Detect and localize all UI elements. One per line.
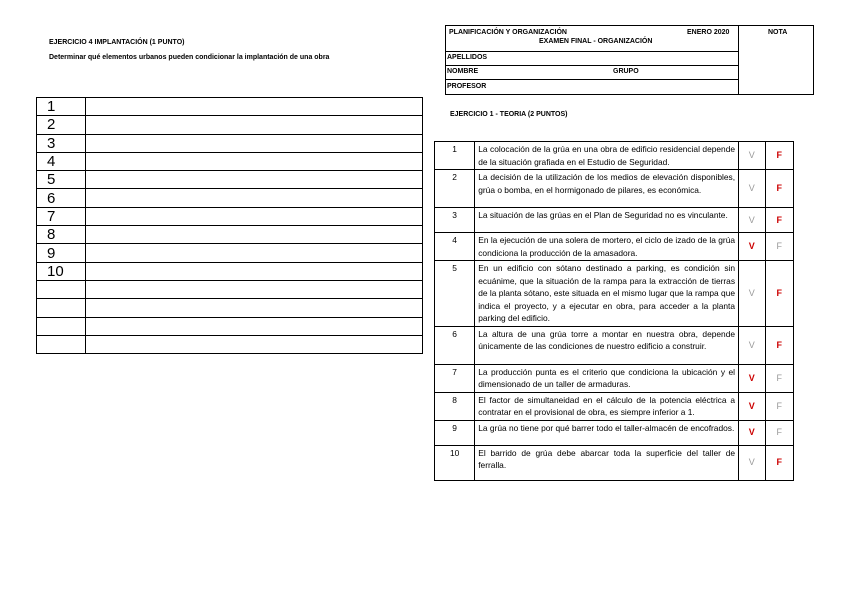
answer-row — [37, 207, 423, 225]
answer-row-number: 7 — [37, 207, 86, 225]
option-true[interactable]: V — [739, 445, 766, 480]
answer-row-field[interactable] — [86, 226, 423, 244]
question-row — [435, 233, 794, 261]
question-text: La situación de las grúas en el Plan de Seguridad no es vinculante. — [475, 208, 739, 233]
question-number: 8 — [435, 392, 475, 420]
profesor-field[interactable]: PROFESOR — [447, 83, 487, 90]
question-number: 9 — [435, 420, 475, 445]
answer-row-field[interactable] — [86, 171, 423, 189]
answer-row-number: 10 — [37, 262, 86, 280]
option-false[interactable]: F — [765, 326, 793, 364]
question-number: 2 — [435, 170, 475, 208]
option-true[interactable]: V — [739, 392, 766, 420]
header-line-3 — [446, 79, 738, 80]
question-text: El factor de simultaneidad en el cálculo de la potencia eléctrica a contratar en el provisional de obra, es siempre inferior a 1. — [475, 392, 739, 420]
question-number: 4 — [435, 233, 475, 261]
answer-row-field[interactable] — [86, 98, 423, 116]
answer-row-field[interactable] — [86, 317, 423, 335]
answer-row-number: 3 — [37, 134, 86, 152]
question-row — [435, 261, 794, 327]
answer-row — [37, 134, 423, 152]
question-row — [435, 142, 794, 170]
answer-row-field[interactable] — [86, 134, 423, 152]
answer-row-field[interactable] — [86, 280, 423, 298]
answer-row — [37, 244, 423, 262]
answer-row-number: 4 — [37, 152, 86, 170]
exercise1-title: EJERCICIO 1 - TEORIA (2 PUNTOS) — [450, 111, 568, 118]
answer-row-number: 1 — [37, 98, 86, 116]
answer-row — [37, 280, 423, 298]
answer-row-number: 9 — [37, 244, 86, 262]
option-false[interactable]: F — [765, 142, 793, 170]
question-text: En la ejecución de una solera de mortero, el ciclo de izado de la grúa condiciona la producción de la amasadora. — [475, 233, 739, 261]
option-true[interactable]: V — [739, 420, 766, 445]
header-line-2 — [446, 65, 738, 66]
question-number: 7 — [435, 364, 475, 392]
answer-row-number: 8 — [37, 226, 86, 244]
option-false[interactable]: F — [765, 445, 793, 480]
answer-row-field[interactable] — [86, 207, 423, 225]
nota-divider — [738, 26, 739, 95]
answer-row — [37, 116, 423, 134]
exam-date: ENERO 2020 — [687, 29, 730, 36]
question-row — [435, 445, 794, 480]
question-text: La decisión de la utilización de los medios de elevación disponibles, grúa o bomba, en el hormigonado de pilares, es económica. — [475, 170, 739, 208]
option-false[interactable]: F — [765, 420, 793, 445]
answer-row — [37, 299, 423, 317]
header-line-1 — [446, 51, 738, 52]
option-false[interactable]: F — [765, 208, 793, 233]
answer-row — [37, 171, 423, 189]
option-false[interactable]: F — [765, 364, 793, 392]
answer-row-field[interactable] — [86, 244, 423, 262]
question-number: 5 — [435, 261, 475, 327]
question-number: 6 — [435, 326, 475, 364]
answer-row-field[interactable] — [86, 152, 423, 170]
apellidos-field[interactable]: APELLIDOS — [447, 54, 488, 61]
answer-row — [37, 317, 423, 335]
exercise4-answer-table — [36, 97, 423, 354]
option-false[interactable]: F — [765, 392, 793, 420]
answer-row — [37, 152, 423, 170]
option-false[interactable]: F — [765, 170, 793, 208]
answer-row-field[interactable] — [86, 189, 423, 207]
course-title: PLANIFICACIÓN Y ORGANIZACIÓN — [449, 29, 567, 36]
question-number: 1 — [435, 142, 475, 170]
option-false[interactable]: F — [765, 233, 793, 261]
answer-row — [37, 98, 423, 116]
answer-row-number: 2 — [37, 116, 86, 134]
exercise1-question-table — [434, 141, 794, 481]
answer-row-field[interactable] — [86, 262, 423, 280]
question-text: La producción punta es el criterio que condiciona la ubicación y el dimensionado de un taller de armaduras. — [475, 364, 739, 392]
answer-row — [37, 189, 423, 207]
answer-row-number — [37, 335, 86, 353]
question-row — [435, 170, 794, 208]
exam-header-box — [445, 25, 814, 95]
option-true[interactable]: V — [739, 170, 766, 208]
answer-row-field[interactable] — [86, 116, 423, 134]
answer-row-number — [37, 280, 86, 298]
option-true[interactable]: V — [739, 142, 766, 170]
answer-row — [37, 226, 423, 244]
answer-row — [37, 262, 423, 280]
question-number: 10 — [435, 445, 475, 480]
answer-row-field[interactable] — [86, 335, 423, 353]
answer-row-field[interactable] — [86, 299, 423, 317]
question-row — [435, 326, 794, 364]
answer-row-number — [37, 299, 86, 317]
exercise4-prompt: Determinar qué elementos urbanos pueden condicionar la implantación de una obra — [49, 54, 330, 61]
exercise4-title: EJERCICIO 4 IMPLANTACIÓN (1 PUNTO) — [49, 39, 185, 46]
question-text: En un edificio con sótano destinado a parking, es condición sin ecuánime, que la situación de la rampa para la extracción de tierras de la planta sótano, este situada en el mismo lugar que la rampa que indica el proyecto, y a ejecutar en obra, para acceder a la planta parking del edificio. — [475, 261, 739, 327]
question-row — [435, 364, 794, 392]
question-row — [435, 208, 794, 233]
nombre-field[interactable]: NOMBRE — [447, 68, 479, 75]
answer-row-number: 6 — [37, 189, 86, 207]
question-row — [435, 420, 794, 445]
question-text: La grúa no tiene por qué barrer todo el taller-almacén de encofrados. — [475, 420, 739, 445]
question-number: 3 — [435, 208, 475, 233]
question-text: La colocación de la grúa en una obra de edificio residencial depende de la situación grafiada en el Estudio de Seguridad. — [475, 142, 739, 170]
answer-row — [37, 335, 423, 353]
option-true[interactable]: V — [739, 326, 766, 364]
question-text: La altura de una grúa torre a montar en nuestra obra, depende únicamente de las condiciones de nuestro edificio a construir. — [475, 326, 739, 364]
option-true[interactable]: V — [739, 233, 766, 261]
answer-row-number — [37, 317, 86, 335]
question-row — [435, 392, 794, 420]
answer-row-number: 5 — [37, 171, 86, 189]
option-true[interactable]: V — [739, 261, 766, 327]
question-text: El barrido de grúa debe abarcar toda la superficie del taller de ferralla. — [475, 445, 739, 480]
option-true[interactable]: V — [739, 364, 766, 392]
option-true[interactable]: V — [739, 208, 766, 233]
option-false[interactable]: F — [765, 261, 793, 327]
nota-label: NOTA — [768, 29, 788, 36]
grupo-field[interactable]: GRUPO — [613, 68, 639, 75]
exam-name: EXAMEN FINAL - ORGANIZACIÓN — [539, 38, 653, 45]
